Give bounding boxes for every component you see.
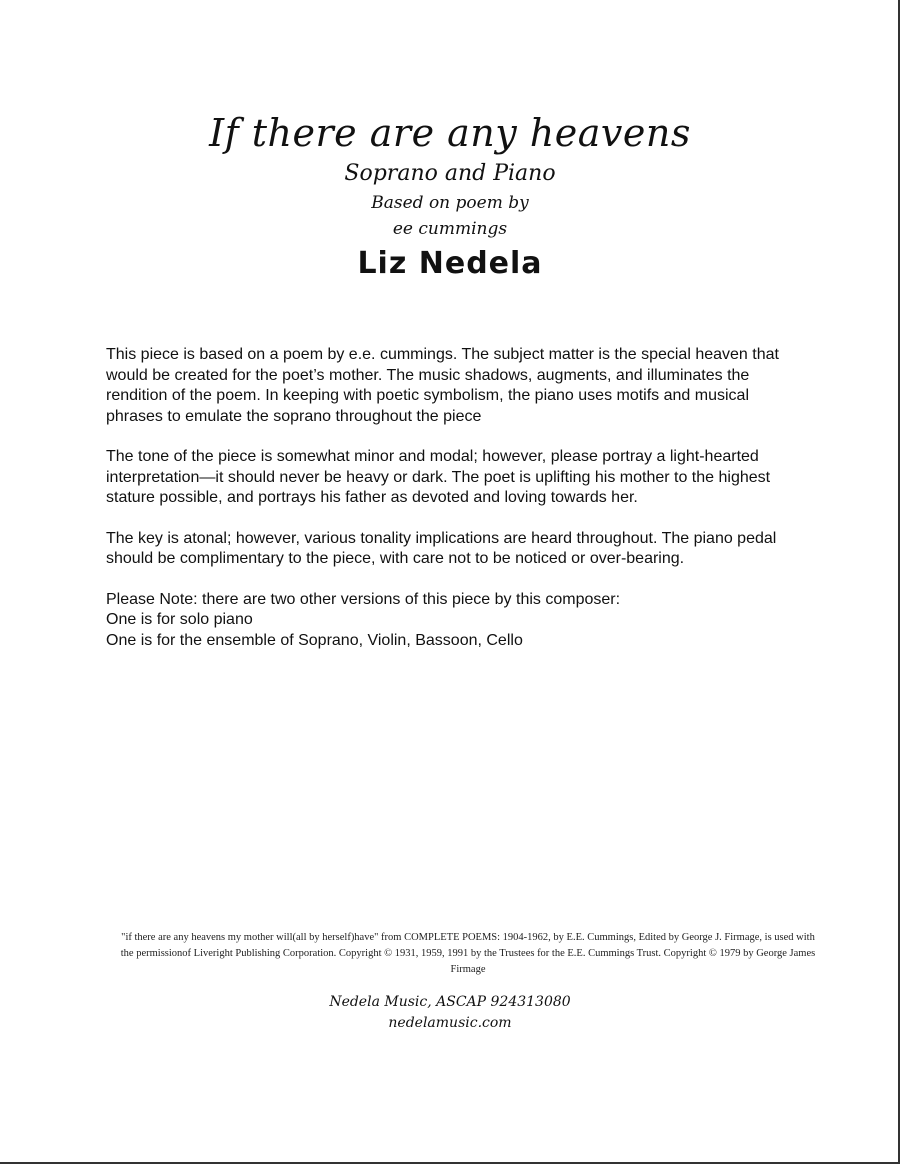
- title-block: [0, 108, 900, 286]
- note-paragraph-subject: This piece is based on a poem by e.e. cummings. The subject matter is the special heaven that would be created for the poet’s mother. The music shadows, augments, and illuminates the rendition of the poem. In keeping with poetic symbolism, the piano uses motifs and musical phrases to emulate the soprano throughout the piece: [106, 346, 779, 425]
- version-ensemble: One is for the ensemble of Soprano, Violin, Bassoon, Cello: [106, 631, 523, 649]
- poet-name: ee cummings: [392, 219, 508, 239]
- publisher-name: Nedela Music, ASCAP 924313080: [329, 994, 571, 1010]
- versions-intro: Please Note: there are two other versions of this piece by this composer:: [106, 590, 621, 608]
- copyright-credit: "if there are any heavens my mother will(all by herself)have" from COMPLETE POEMS: 1904-1962, by E.E. Cummings, Edited by George J. Firmage, is used with the permissionof Liveright Publishing Corporation. Copyright © 1931, 1959, 1991 by the Trustees for the E.E. Cummings Trust. Copyright © 1979 by George James Firmage: [120, 932, 816, 975]
- note-paragraph-tone: The tone of the piece is somewhat minor and modal; however, please portray a light-hearted interpretation—it should never be heavy or dark. The poet is uplifting his mother to the highest stature possible, and portrays his father as devoted and loving towards her.: [106, 448, 771, 506]
- publisher-block: [0, 992, 900, 1034]
- piece-title: If there are any heavens: [209, 111, 691, 155]
- version-solo-piano: One is for solo piano: [106, 611, 253, 628]
- composer-name: Liz Nedela: [357, 246, 543, 281]
- based-on-line: Based on poem by: [371, 193, 529, 213]
- note-paragraph-versions: [106, 590, 796, 652]
- note-paragraph-key: The key is atonal; however, various tonality implications are heard throughout. The piano pedal should be complimentary to the piece, with care not to be noticed or over-bearing.: [106, 529, 777, 567]
- instrumentation: Soprano and Piano: [344, 161, 556, 186]
- program-notes: [106, 345, 796, 671]
- publisher-website: nedelamusic.com: [388, 1015, 512, 1031]
